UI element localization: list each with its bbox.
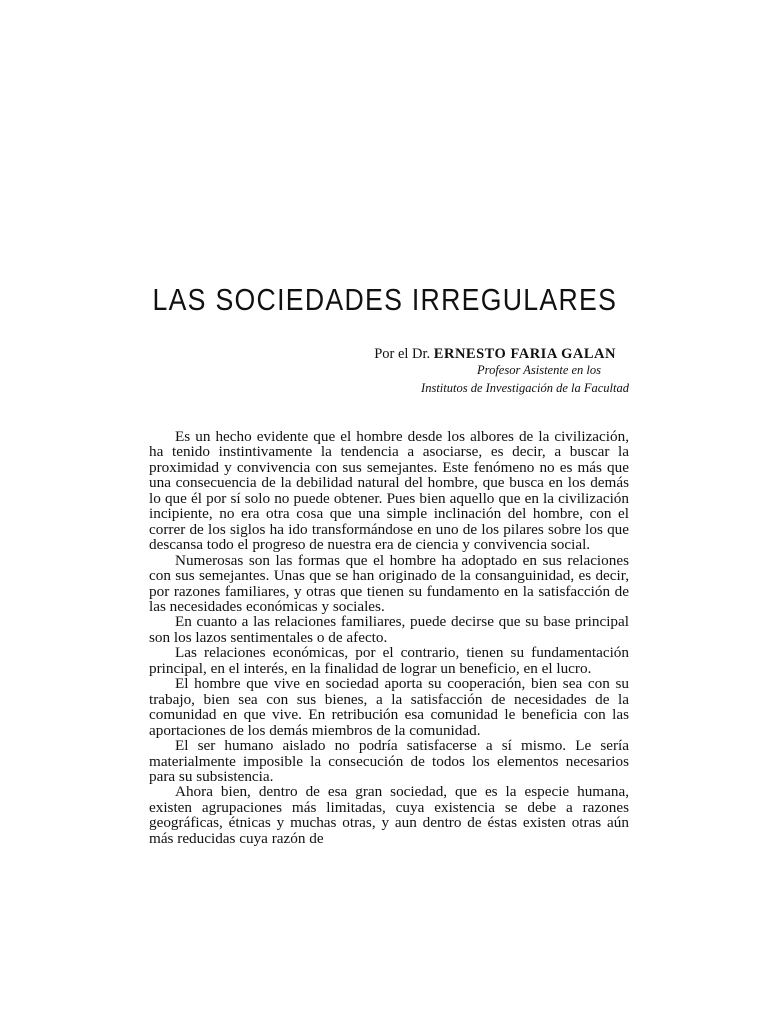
affiliation-line-1: Profesor Asistente en los — [477, 363, 601, 377]
author-name: ERNESTO FARIA GALAN — [433, 346, 616, 362]
byline — [240, 346, 616, 363]
paragraph: Es un hecho evidente que el hombre desde los albores de la civilización, ha tenido instintivamente la tendencia a asociarse, es decir, a buscar la proximidad y convivencia con sus semejantes. Este fenómeno no es más que una consecuencia de la debilidad natural del hombre, que busca en los demás lo que él por sí solo no puede obtener. Pues bien aquello que en la civilización incipiente, no era otra cosa que una simple inclinación del hombre, con el correr de los siglos ha ido transformándose en uno de los pilares sobre los que descansa todo el progreso de nuestra era de ciencia y convivencia social. — [149, 428, 629, 554]
paragraph: El ser humano aislado no podría satisfacerse a sí mismo. Le sería materialmente imposible la consecución de todos los elementos necesarios para su subsistencia. — [149, 737, 629, 785]
article-body — [149, 429, 629, 846]
article-title: LAS SOCIEDADES IRREGULARES — [152, 282, 618, 317]
paragraph: Las relaciones económicas, por el contrario, tienen su fundamentación principal, en el interés, en la finalidad de lograr un beneficio, en el lucro. — [149, 644, 629, 677]
byline-prefix: Por el Dr. — [374, 346, 431, 362]
paragraph: En cuanto a las relaciones familiares, puede decirse que su base principal son los lazos sentimentales o de afecto. — [149, 613, 629, 646]
paragraph: Numerosas son las formas que el hombre ha adoptado en sus relaciones con sus semejantes. Unas que se han originado de la consanguinidad, es decir, por razones familiares, y otras que tienen su fundamento en la satisfacción de las necesidades económicas y sociales. — [149, 551, 629, 615]
paragraph: El hombre que vive en sociedad aporta su cooperación, bien sea con su trabajo, bien sea con sus bienes, a la satisfacción de necesidades de la comunidad en que vive. En retribución esa comunidad le beneficia con las aportaciones de los demás miembros de la comunidad. — [149, 675, 629, 739]
affiliation-line-2: Institutos de Investigación de la Facultad — [421, 381, 629, 395]
paragraph: Ahora bien, dentro de esa gran sociedad, que es la especie humana, existen agrupaciones más limitadas, cuya existencia se debe a razones geográficas, étnicas y muchas otras, y aun dentro de éstas existen otras aún más reducidas cuya razón de — [149, 783, 629, 847]
